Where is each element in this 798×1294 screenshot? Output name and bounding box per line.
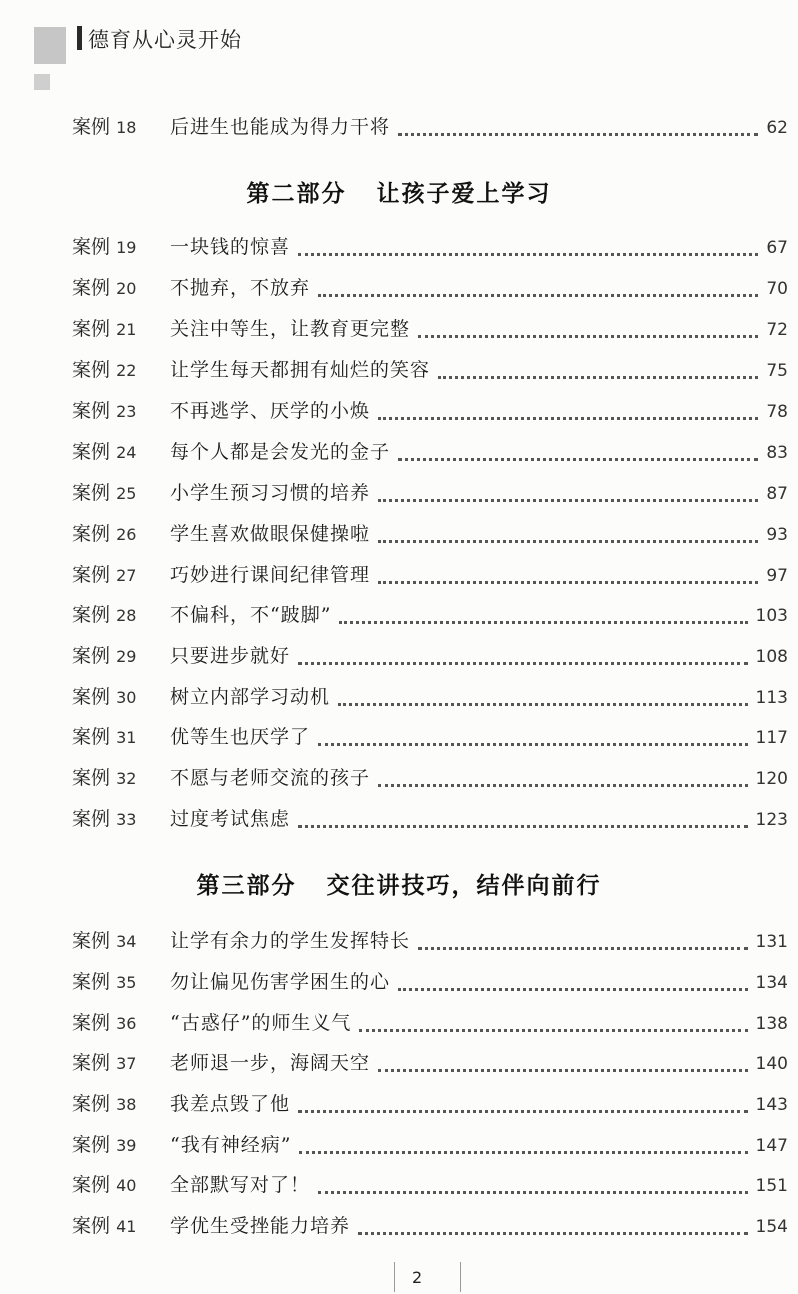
entry-page-number: 83 — [766, 443, 788, 463]
case-label — [72, 396, 170, 423]
dot-leader — [359, 1029, 747, 1032]
toc-entry[interactable] — [72, 1008, 788, 1038]
entry-title: 学优生受挫能力培养 — [170, 1215, 351, 1237]
dot-leader — [338, 703, 748, 706]
toc-entry[interactable] — [72, 437, 788, 467]
entry-page-number: 67 — [766, 238, 788, 258]
entry-page-number: 108 — [755, 647, 788, 667]
entry-title: 小学生预习习惯的培养 — [170, 482, 371, 504]
dot-leader — [378, 540, 758, 543]
case-prefix: 案例 — [72, 359, 111, 381]
toc-entry[interactable] — [72, 478, 788, 508]
case-label — [72, 926, 170, 953]
dot-leader — [299, 1151, 747, 1154]
case-prefix: 案例 — [72, 726, 111, 748]
toc-entry[interactable] — [72, 1130, 788, 1160]
entry-page-number: 103 — [755, 606, 788, 626]
case-prefix: 案例 — [72, 116, 111, 138]
case-prefix: 案例 — [72, 1012, 111, 1034]
case-label — [72, 314, 170, 341]
case-prefix: 案例 — [72, 686, 111, 708]
case-number: 22 — [116, 361, 137, 380]
entry-title: 过度考试焦虑 — [170, 808, 291, 830]
toc-entry[interactable] — [72, 641, 788, 671]
case-label — [72, 560, 170, 587]
entry-page-number: 120 — [755, 769, 788, 789]
entry-title: 关注中等生，让教育更完整 — [170, 318, 411, 340]
case-prefix: 案例 — [72, 318, 111, 340]
toc-entry[interactable] — [72, 1170, 788, 1200]
toc-entry[interactable] — [72, 560, 788, 590]
dot-leader — [398, 988, 748, 991]
case-number: 40 — [116, 1176, 137, 1195]
case-label — [72, 1008, 170, 1035]
entry-title: 让学生每天都拥有灿烂的笑容 — [170, 359, 431, 381]
toc-entry[interactable] — [72, 1089, 788, 1119]
case-label — [72, 682, 170, 709]
dot-leader — [318, 294, 758, 297]
case-label — [72, 112, 170, 139]
case-prefix: 案例 — [72, 930, 111, 952]
toc-entry[interactable] — [72, 600, 788, 630]
case-number: 39 — [116, 1136, 137, 1155]
case-number: 29 — [116, 647, 137, 666]
case-label — [72, 1170, 170, 1197]
toc-entry[interactable] — [72, 314, 788, 344]
entry-title: 老师退一步，海阔天空 — [170, 1052, 371, 1074]
entry-title: 不偏科，不“跛脚” — [170, 604, 332, 626]
entry-page-number: 123 — [755, 810, 788, 830]
entry-title: 不愿与老师交流的孩子 — [170, 767, 371, 789]
entry-title: 我差点毁了他 — [170, 1093, 291, 1115]
toc-entry[interactable] — [72, 232, 788, 262]
dot-leader — [378, 1069, 748, 1072]
entry-title: 全部默写对了！ — [170, 1174, 311, 1196]
toc-entry[interactable] — [72, 519, 788, 549]
entry-title: 让学有余力的学生发挥特长 — [170, 930, 411, 952]
case-prefix: 案例 — [72, 564, 111, 586]
dot-leader — [398, 458, 758, 461]
dot-leader — [318, 743, 748, 746]
case-number: 27 — [116, 566, 137, 585]
case-number: 35 — [116, 973, 137, 992]
section-heading-part-3 — [0, 867, 798, 900]
toc-entry[interactable] — [72, 396, 788, 426]
entry-title: “我有神经病” — [170, 1134, 292, 1156]
dot-leader — [378, 784, 748, 787]
case-prefix: 案例 — [72, 482, 111, 504]
entry-page-number: 87 — [766, 484, 788, 504]
case-prefix: 案例 — [72, 400, 111, 422]
entry-page-number: 62 — [766, 118, 788, 138]
section-heading-part-2 — [0, 175, 798, 208]
case-label — [72, 600, 170, 627]
dot-leader — [418, 947, 748, 950]
case-number: 33 — [116, 810, 137, 829]
case-prefix: 案例 — [72, 236, 111, 258]
case-label — [72, 1130, 170, 1157]
entry-page-number: 72 — [766, 320, 788, 340]
case-number: 32 — [116, 769, 137, 788]
dot-leader — [358, 1232, 748, 1235]
case-prefix: 案例 — [72, 1052, 111, 1074]
entry-page-number: 143 — [755, 1095, 788, 1115]
case-prefix: 案例 — [72, 1215, 111, 1237]
dot-leader — [318, 1191, 748, 1194]
case-number: 34 — [116, 932, 137, 951]
entry-page-number: 134 — [755, 973, 788, 993]
entry-page-number: 131 — [755, 932, 788, 952]
dot-leader — [339, 621, 747, 624]
footer-rule-right — [460, 1262, 461, 1292]
entry-page-number: 78 — [766, 402, 788, 422]
case-label — [72, 722, 170, 749]
case-label — [72, 478, 170, 505]
footer-rule-left — [394, 1262, 395, 1292]
toc-entry[interactable] — [72, 112, 788, 142]
entry-title: 后进生也能成为得力干将 — [170, 116, 391, 138]
case-label — [72, 232, 170, 259]
entry-page-number: 140 — [755, 1054, 788, 1074]
toc-entry[interactable] — [72, 967, 788, 997]
entry-page-number: 75 — [766, 361, 788, 381]
case-number: 28 — [116, 606, 137, 625]
case-number: 24 — [116, 443, 137, 462]
entry-page-number: 154 — [755, 1217, 788, 1237]
case-label — [72, 355, 170, 382]
case-number: 25 — [116, 484, 137, 503]
section-title: 让孩子爱上学习 — [376, 181, 552, 207]
case-label — [72, 641, 170, 668]
toc-entry[interactable] — [72, 763, 788, 793]
case-prefix: 案例 — [72, 277, 111, 299]
case-prefix: 案例 — [72, 604, 111, 626]
toc-entry[interactable] — [72, 273, 788, 303]
case-label — [72, 1211, 170, 1238]
case-label — [72, 437, 170, 464]
section-part-label: 第二部分 — [246, 181, 347, 207]
toc-entry[interactable] — [72, 1211, 788, 1241]
case-number: 26 — [116, 525, 137, 544]
case-number: 23 — [116, 402, 137, 421]
entry-title: 学生喜欢做眼保健操啦 — [170, 523, 371, 545]
toc-entry[interactable] — [72, 804, 788, 834]
case-number: 38 — [116, 1095, 137, 1114]
case-prefix: 案例 — [72, 767, 111, 789]
entry-title: 每个人都是会发光的金子 — [170, 441, 391, 463]
entry-page-number: 117 — [755, 728, 788, 748]
case-label — [72, 1089, 170, 1116]
case-label — [72, 519, 170, 546]
page-number: 2 — [412, 1268, 423, 1287]
case-number: 18 — [116, 118, 137, 137]
dot-leader — [398, 133, 758, 136]
dot-leader — [298, 1110, 748, 1113]
case-number: 37 — [116, 1054, 137, 1073]
entry-title: 只要进步就好 — [170, 645, 291, 667]
case-prefix: 案例 — [72, 1174, 111, 1196]
entry-title: 树立内部学习动机 — [170, 686, 331, 708]
case-number: 20 — [116, 279, 137, 298]
case-number: 30 — [116, 688, 137, 707]
dot-leader — [298, 662, 748, 665]
entry-title: “古惑仔”的师生义气 — [170, 1012, 352, 1034]
entry-title: 不抛弃，不放弃 — [170, 277, 311, 299]
case-label — [72, 273, 170, 300]
entry-page-number: 93 — [766, 525, 788, 545]
case-prefix: 案例 — [72, 1093, 111, 1115]
dot-leader — [438, 376, 758, 379]
case-number: 21 — [116, 320, 137, 339]
running-header-title: 德育从心灵开始 — [88, 28, 242, 52]
case-number: 31 — [116, 728, 137, 747]
entry-title: 一块钱的惊喜 — [170, 236, 291, 258]
toc-entry[interactable] — [72, 1048, 788, 1078]
section-part-label: 第三部分 — [196, 873, 297, 899]
entry-title: 不再逃学、厌学的小焕 — [170, 400, 371, 422]
dot-leader — [298, 825, 748, 828]
section-title: 交往讲技巧，结伴向前行 — [326, 873, 602, 899]
case-prefix: 案例 — [72, 523, 111, 545]
entry-page-number: 97 — [766, 566, 788, 586]
toc-entry[interactable] — [72, 926, 788, 956]
dot-leader — [418, 335, 758, 338]
entry-page-number: 113 — [755, 688, 788, 708]
case-label — [72, 804, 170, 831]
case-label — [72, 1048, 170, 1075]
case-number: 19 — [116, 238, 137, 257]
dot-leader — [378, 417, 758, 420]
case-label — [72, 763, 170, 790]
toc-entry[interactable] — [72, 722, 788, 752]
case-number: 36 — [116, 1014, 137, 1033]
entry-page-number: 138 — [755, 1014, 788, 1034]
dot-leader — [298, 253, 758, 256]
entry-title: 优等生也厌学了 — [170, 726, 311, 748]
case-prefix: 案例 — [72, 1134, 111, 1156]
case-prefix: 案例 — [72, 441, 111, 463]
entry-page-number: 70 — [766, 279, 788, 299]
case-prefix: 案例 — [72, 971, 111, 993]
entry-title: 巧妙进行课间纪律管理 — [170, 564, 371, 586]
case-prefix: 案例 — [72, 645, 111, 667]
entry-page-number: 151 — [755, 1176, 788, 1196]
toc-entry[interactable] — [72, 682, 788, 712]
dot-leader — [378, 581, 758, 584]
case-number: 41 — [116, 1217, 137, 1236]
case-label — [72, 967, 170, 994]
case-prefix: 案例 — [72, 808, 111, 830]
toc-entry[interactable] — [72, 355, 788, 385]
entry-title: 勿让偏见伤害学困生的心 — [170, 971, 391, 993]
dot-leader — [378, 499, 758, 502]
entry-page-number: 147 — [755, 1136, 788, 1156]
